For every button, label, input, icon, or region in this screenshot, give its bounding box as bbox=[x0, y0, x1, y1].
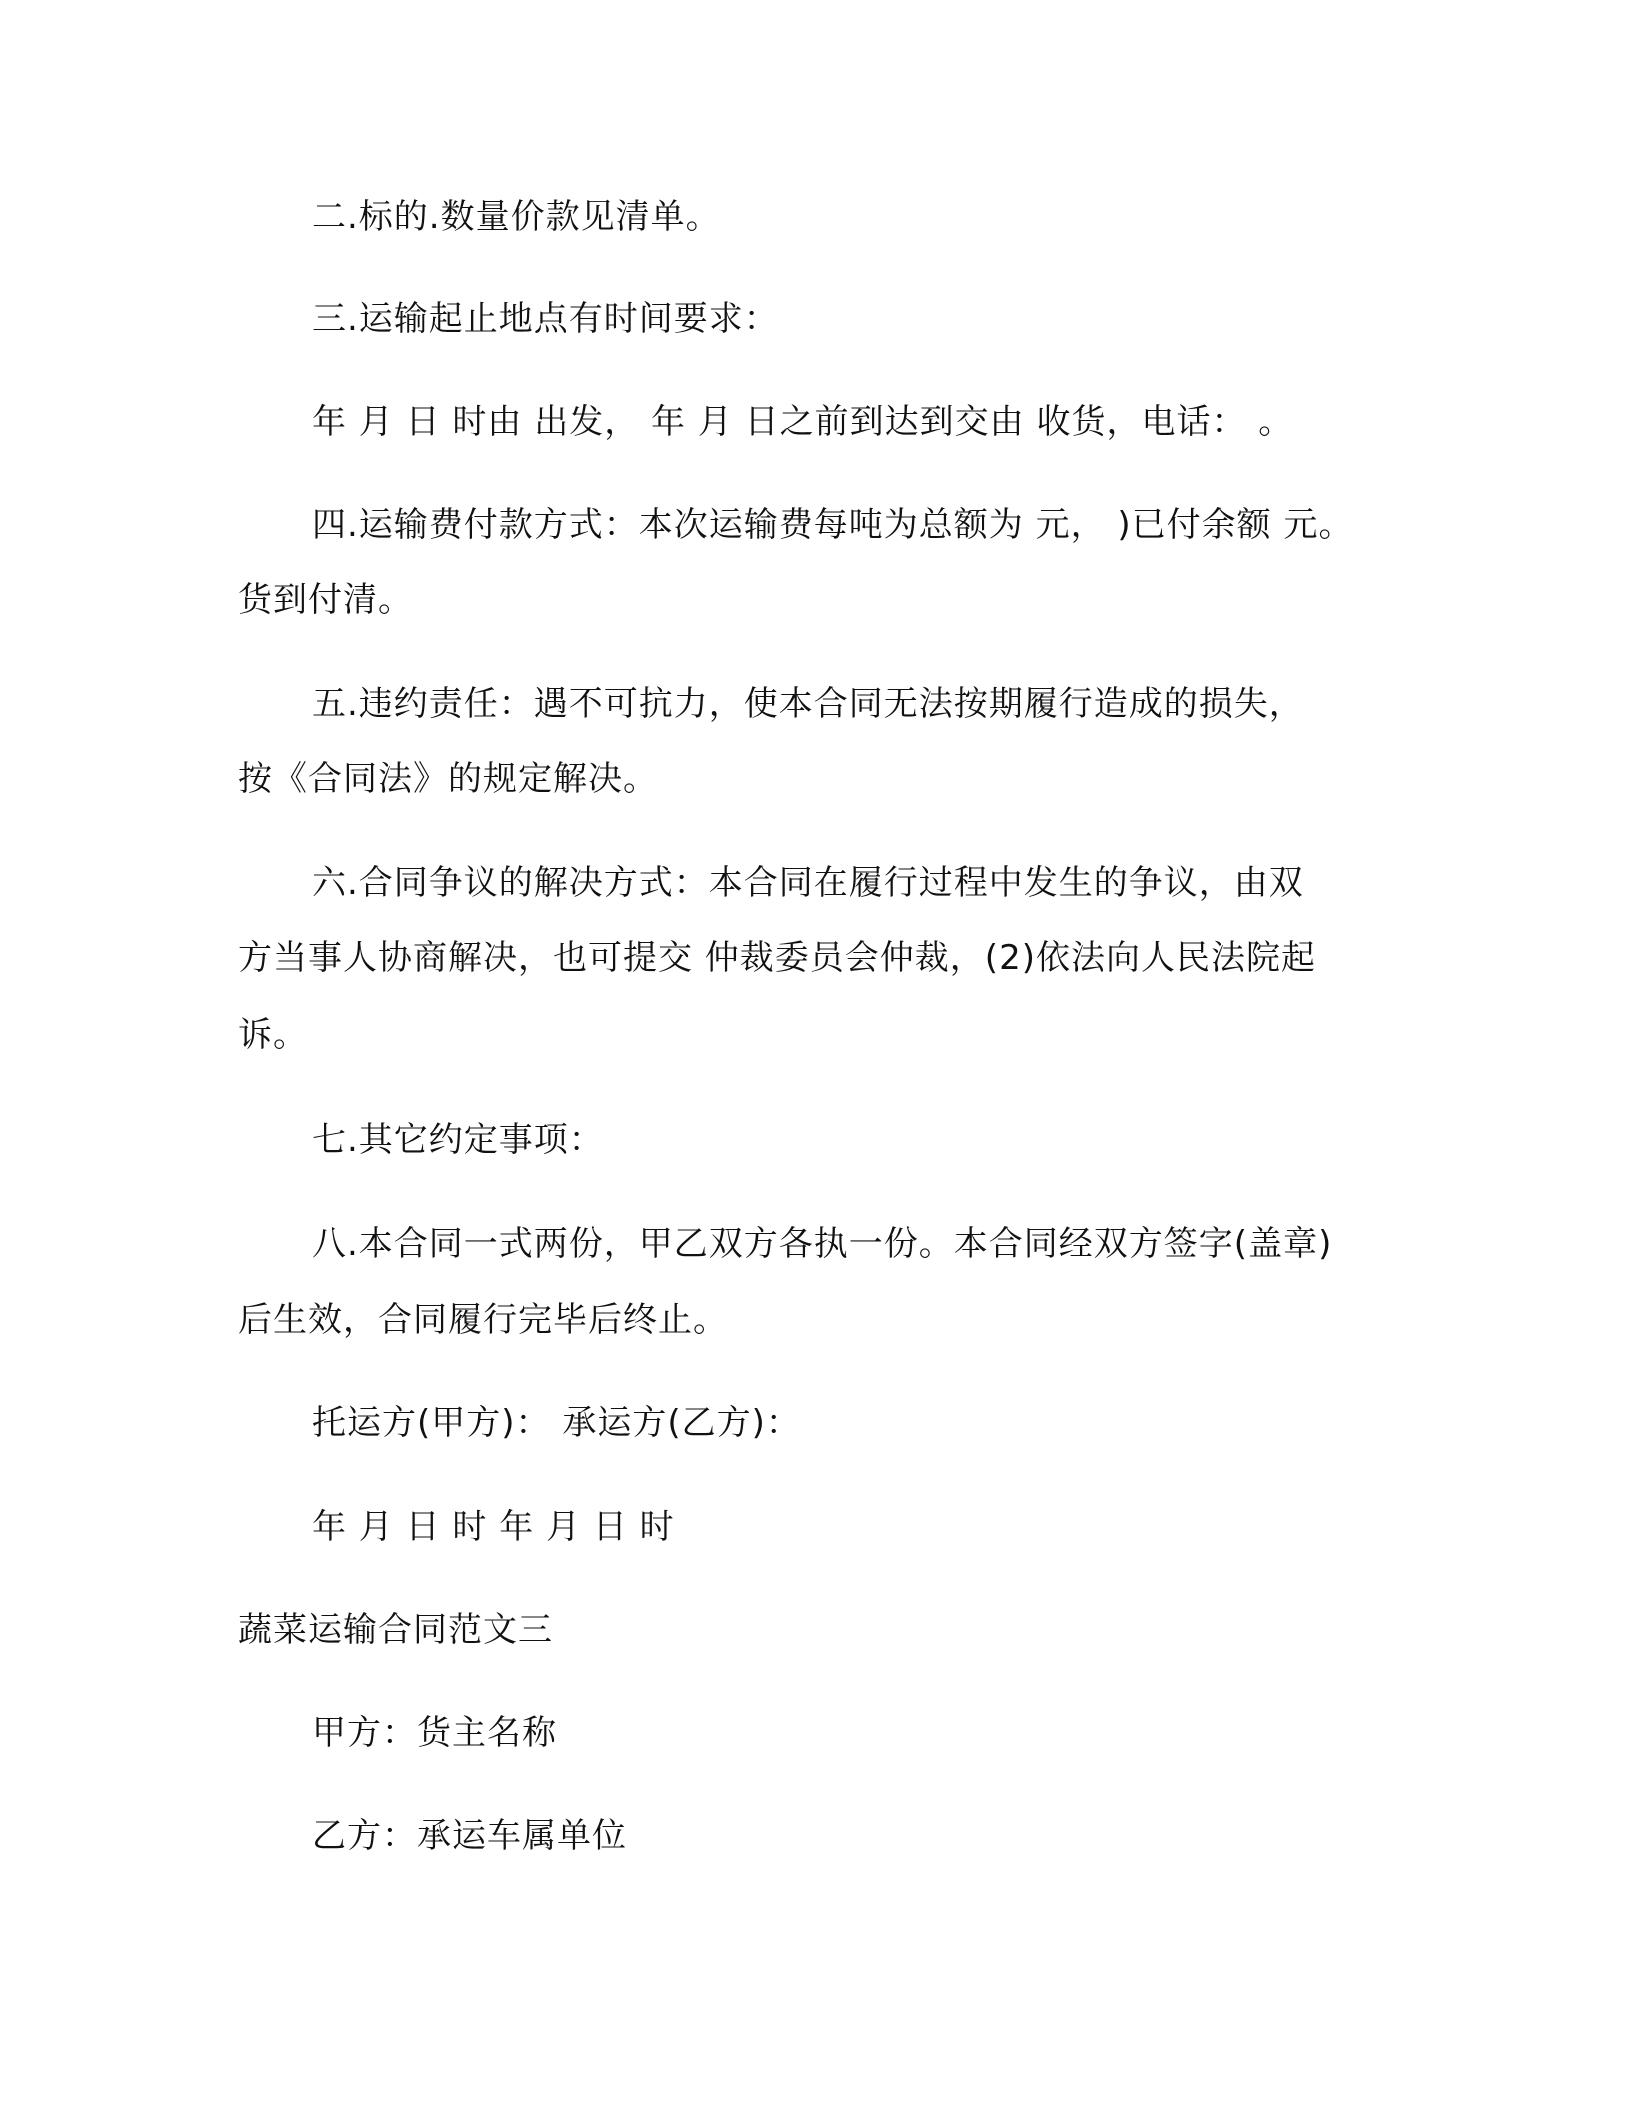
clause-7: 七.其它约定事项： bbox=[312, 1120, 604, 1160]
clause-3-title: 三.运输起止地点有时间要求： bbox=[312, 299, 779, 339]
clause-6-line-3: 诉。 bbox=[238, 1015, 308, 1055]
party-b: 乙方：承运车属单位 bbox=[312, 1816, 627, 1856]
clause-5-line-2: 按《合同法》的规定解决。 bbox=[238, 759, 658, 799]
party-a: 甲方：货主名称 bbox=[312, 1713, 557, 1753]
signature-dates: 年 月 日 时 年 月 日 时 bbox=[312, 1507, 675, 1547]
clause-6-line-2: 方当事人协商解决，也可提交 仲裁委员会仲裁，(2)依法向人民法院起 bbox=[238, 938, 1316, 978]
clause-2: 二.标的.数量价款见清单。 bbox=[312, 197, 721, 237]
clause-8-line-2: 后生效，合同履行完毕后终止。 bbox=[238, 1300, 728, 1340]
clause-6-line-1: 六.合同争议的解决方式：本合同在履行过程中发生的争议，由双 bbox=[312, 863, 1304, 903]
signature-line: 托运方(甲方)： 承运方(乙方)： bbox=[312, 1403, 801, 1443]
clause-8-line-1: 八.本合同一式两份，甲乙双方各执一份。本合同经双方签字(盖章) bbox=[312, 1224, 1333, 1264]
clause-5-line-1: 五.违约责任：遇不可抗力，使本合同无法按期履行造成的损失， bbox=[312, 684, 1304, 724]
clause-4-line-2: 货到付清。 bbox=[238, 580, 413, 620]
section-title: 蔬菜运输合同范文三 bbox=[238, 1610, 553, 1650]
clause-3-detail: 年 月 日 时由 出发， 年 月 日之前到达到交由 收货，电话： 。 bbox=[312, 402, 1294, 442]
clause-4-line-1: 四.运输费付款方式：本次运输费每吨为总额为 元， )已付余额 元。 bbox=[312, 505, 1354, 545]
